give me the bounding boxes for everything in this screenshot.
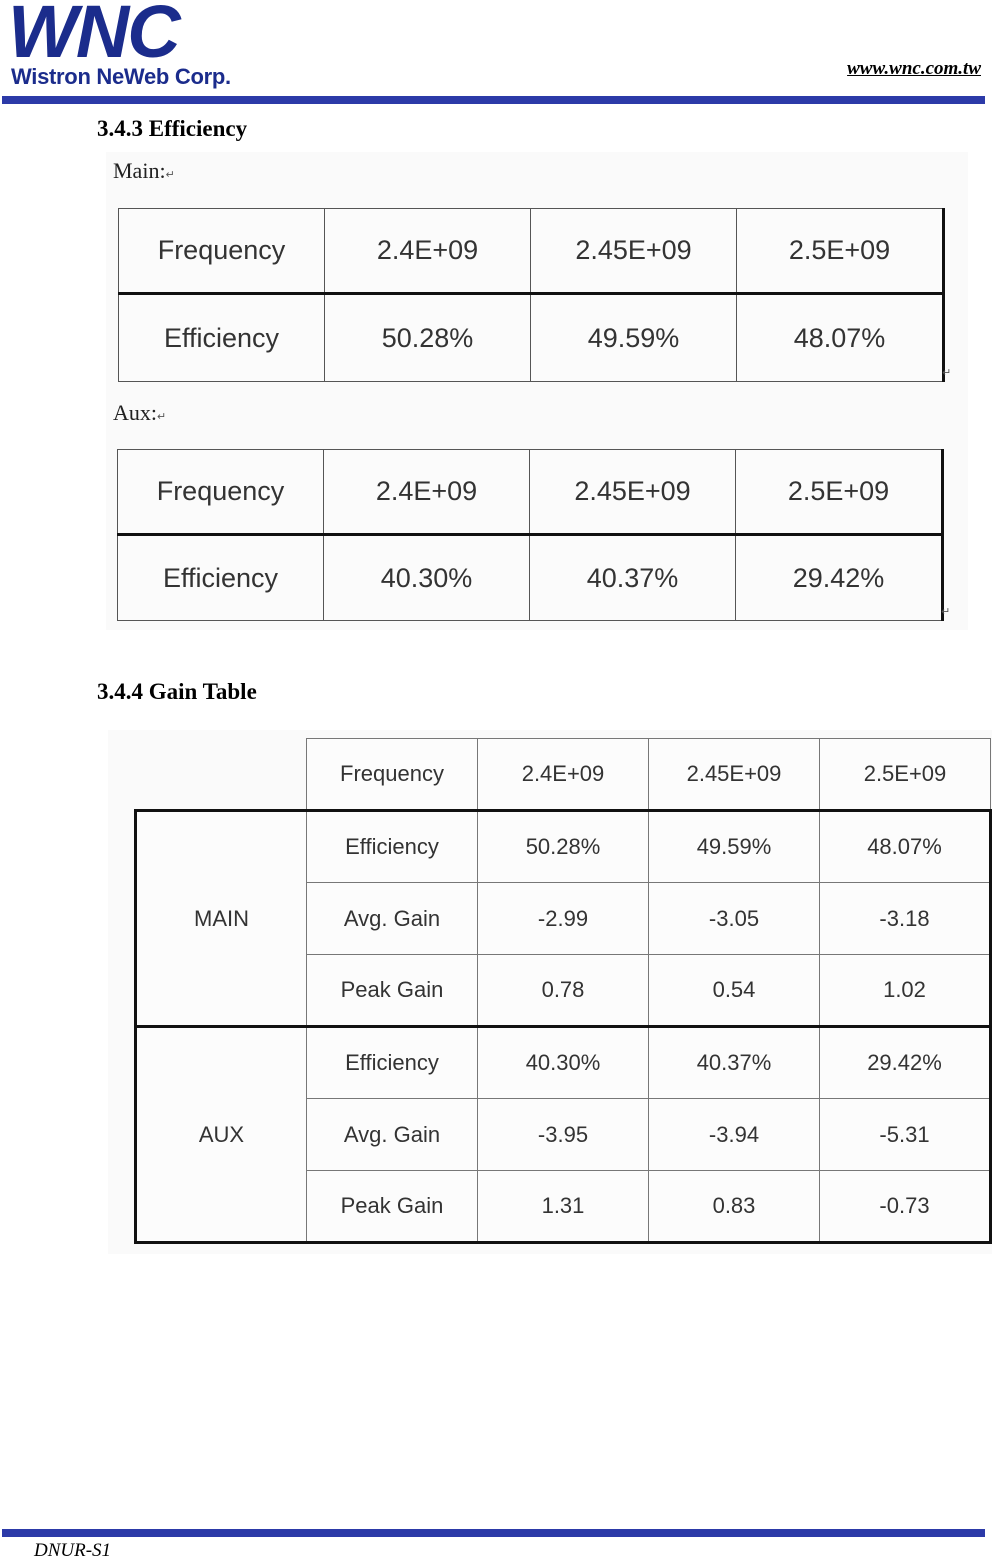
website-link[interactable]: www.wnc.com.tw [847, 58, 981, 79]
group-label-aux: AUX [136, 1027, 307, 1243]
gain-panel [108, 730, 992, 1254]
value-cell: -3.18 [820, 883, 991, 955]
value-cell: 49.59% [649, 811, 820, 883]
row-label: Peak Gain [307, 955, 478, 1027]
row-label: Avg. Gain [307, 1099, 478, 1171]
header-frequency: Frequency [307, 739, 478, 811]
main-efficiency-table [118, 208, 945, 382]
value-cell: 40.37% [649, 1027, 820, 1099]
efficiency-cell: 49.59% [531, 294, 737, 382]
row-header-frequency: Frequency [118, 450, 324, 535]
row-header-frequency: Frequency [119, 209, 325, 294]
freq-cell: 2.45E+09 [531, 209, 737, 294]
value-cell: -2.99 [478, 883, 649, 955]
header-freq-value: 2.5E+09 [820, 739, 991, 811]
row-header-efficiency: Efficiency [119, 294, 325, 382]
wnc-logo [8, 2, 260, 96]
company-name: Wistron NeWeb Corp. [11, 64, 231, 89]
footer-rule [2, 1529, 985, 1537]
efficiency-cell: 50.28% [325, 294, 531, 382]
efficiency-cell: 40.37% [530, 535, 736, 621]
value-cell: 29.42% [820, 1027, 991, 1099]
freq-cell: 2.4E+09 [324, 450, 530, 535]
value-cell: -3.95 [478, 1099, 649, 1171]
value-cell: 0.78 [478, 955, 649, 1027]
document-code: DNUR-S1 [34, 1540, 112, 1561]
header-rule [2, 96, 985, 104]
row-label: Peak Gain [307, 1171, 478, 1243]
value-cell: -0.73 [820, 1171, 991, 1243]
logo-mark: WNC [8, 2, 179, 62]
freq-cell: 2.5E+09 [736, 450, 943, 535]
value-cell: -3.94 [649, 1099, 820, 1171]
efficiency-cell: 48.07% [737, 294, 944, 382]
header-freq-value: 2.4E+09 [478, 739, 649, 811]
main-label: Main:↵ [113, 158, 175, 183]
value-cell: 40.30% [478, 1027, 649, 1099]
value-cell: 48.07% [820, 811, 991, 883]
value-cell: 0.54 [649, 955, 820, 1027]
efficiency-cell: 29.42% [736, 535, 943, 621]
efficiency-panel [106, 152, 968, 630]
value-cell: 0.83 [649, 1171, 820, 1243]
wnc-logo-graphic [8, 2, 260, 62]
value-cell: -3.05 [649, 883, 820, 955]
freq-cell: 2.5E+09 [737, 209, 944, 294]
row-header-efficiency: Efficiency [118, 535, 324, 621]
aux-efficiency-table [117, 449, 944, 621]
value-cell: -5.31 [820, 1099, 991, 1171]
group-label-main: MAIN [136, 811, 307, 1027]
aux-label: Aux:↵ [113, 400, 167, 425]
value-cell: 1.31 [478, 1171, 649, 1243]
gain-table [134, 738, 992, 1244]
row-label: Efficiency [307, 811, 478, 883]
paragraph-mark: ↵ [942, 366, 952, 379]
efficiency-cell: 40.30% [324, 535, 530, 621]
row-label: Efficiency [307, 1027, 478, 1099]
paragraph-mark: ↵ [941, 605, 951, 618]
row-label: Avg. Gain [307, 883, 478, 955]
freq-cell: 2.45E+09 [530, 450, 736, 535]
value-cell: 1.02 [820, 955, 991, 1027]
gain-heading: 3.4.4 Gain Table [97, 679, 257, 704]
corner-cell [136, 739, 307, 811]
freq-cell: 2.4E+09 [325, 209, 531, 294]
header-freq-value: 2.45E+09 [649, 739, 820, 811]
value-cell: 50.28% [478, 811, 649, 883]
efficiency-heading: 3.4.3 Efficiency [97, 116, 248, 141]
